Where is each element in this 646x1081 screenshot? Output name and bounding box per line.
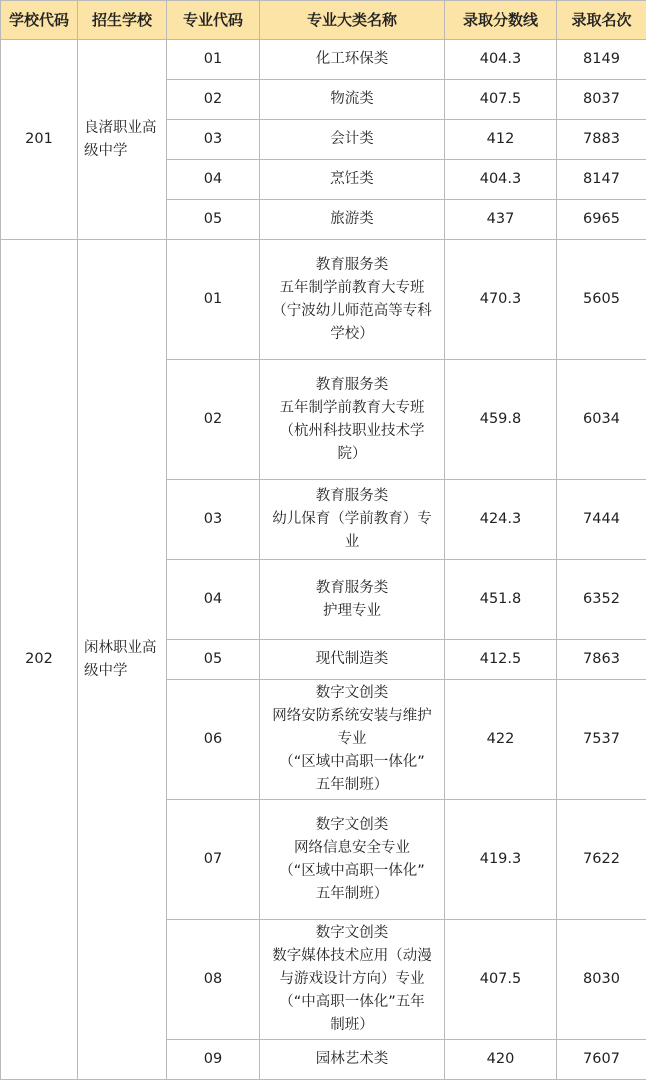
admission-score-cell: 412.5: [445, 640, 557, 680]
admission-rank-cell: 7607: [557, 1040, 646, 1080]
admission-rank-cell: 7537: [557, 680, 646, 800]
text-line: 会计类: [330, 131, 374, 147]
major-category-cell: [260, 120, 445, 160]
admission-rank-cell: 6965: [557, 200, 646, 240]
major-category-cell: [260, 1040, 445, 1080]
text-line: 网络安防系统安装与维护: [272, 708, 432, 724]
text-line: 良渚职业高: [84, 119, 157, 136]
text-line: 数字文创类: [315, 925, 389, 941]
major-code-cell: 08: [167, 920, 260, 1040]
admission-score-cell: 407.5: [445, 920, 557, 1040]
major-code-cell: 05: [167, 200, 260, 240]
major-category-cell: [260, 680, 445, 800]
admission-score-cell: 459.8: [445, 360, 557, 480]
text-line: 数字媒体技术应用（动漫: [272, 948, 432, 964]
major-code-cell: 01: [167, 240, 260, 360]
major-code-cell: 04: [167, 560, 260, 640]
text-line: 五年制学前教育大专班: [279, 399, 425, 416]
admission-score-cell: 470.3: [445, 240, 557, 360]
admission-rank-cell: 7622: [557, 800, 646, 920]
text-line: 教育服务类: [315, 256, 389, 273]
text-line: 数字文创类: [315, 685, 389, 701]
major-code-cell: 01: [167, 40, 260, 80]
admission-rank-cell: 5605: [557, 240, 646, 360]
admission-rank-cell: 7444: [557, 480, 646, 560]
table-row: [1, 40, 646, 80]
major-code-cell: 02: [167, 360, 260, 480]
header-major-code: 专业代码: [167, 1, 260, 40]
major-category-cell: [260, 800, 445, 920]
school-name-cell: [78, 240, 167, 1080]
major-category-cell: [260, 240, 445, 360]
admission-score-cell: 437: [445, 200, 557, 240]
admission-score-cell: 404.3: [445, 160, 557, 200]
major-category-cell: [260, 640, 445, 680]
admission-score-cell: 422: [445, 680, 557, 800]
text-line: 数字文创类: [315, 816, 389, 833]
major-category-cell: [260, 200, 445, 240]
text-line: 级中学: [84, 142, 128, 159]
text-line: 业: [344, 534, 360, 550]
major-code-cell: 07: [167, 800, 260, 920]
major-category-cell: [260, 560, 445, 640]
admission-rank-cell: 6352: [557, 560, 646, 640]
text-line: 院）: [337, 445, 367, 462]
text-line: 网络信息安全专业: [294, 839, 410, 856]
header-major-category: 专业大类名称: [260, 1, 445, 40]
major-code-cell: 04: [167, 160, 260, 200]
text-line: 制班）: [330, 1017, 374, 1033]
text-line: 级中学: [84, 662, 128, 679]
admission-rank-cell: 7863: [557, 640, 646, 680]
admission-rank-cell: 8149: [557, 40, 646, 80]
admission-rank-cell: 8037: [557, 80, 646, 120]
text-line: 护理专业: [323, 602, 381, 619]
major-code-cell: 02: [167, 80, 260, 120]
text-line: 现代制造类: [315, 651, 389, 667]
major-code-cell: 05: [167, 640, 260, 680]
header-school-name: 招生学校: [78, 1, 167, 40]
text-line: （“中高职一体化”五年: [279, 994, 425, 1010]
text-line: （“区域中高职一体化”: [279, 862, 425, 879]
major-category-cell: [260, 40, 445, 80]
table-body: [1, 40, 646, 1080]
text-line: 五年制学前教育大专班: [279, 279, 425, 296]
text-line: 教育服务类: [315, 579, 389, 596]
admission-rank-cell: 7883: [557, 120, 646, 160]
text-line: 物流类: [330, 91, 374, 107]
admission-score-cell: 419.3: [445, 800, 557, 920]
school-code-cell: 202: [1, 240, 78, 1080]
header-admission-rank: 录取名次: [557, 1, 646, 40]
text-line: 闲林职业高: [84, 639, 157, 656]
admission-rank-cell: 8030: [557, 920, 646, 1040]
major-category-cell: [260, 920, 445, 1040]
text-line: 专业: [337, 731, 367, 747]
text-line: 教育服务类: [315, 376, 389, 393]
major-code-cell: 03: [167, 120, 260, 160]
school-name-cell: [78, 40, 167, 240]
text-line: 教育服务类: [315, 488, 389, 504]
school-code-cell: 201: [1, 40, 78, 240]
header-admission-score: 录取分数线: [445, 1, 557, 40]
admission-score-cell: 404.3: [445, 40, 557, 80]
admission-rank-cell: 8147: [557, 160, 646, 200]
text-line: 五年制班）: [315, 777, 389, 793]
major-code-cell: 06: [167, 680, 260, 800]
text-line: 化工环保类: [315, 51, 389, 67]
admission-score-cell: 412: [445, 120, 557, 160]
admission-score-cell: 451.8: [445, 560, 557, 640]
text-line: （杭州科技职业技术学: [279, 422, 425, 439]
text-line: 五年制班）: [315, 885, 389, 902]
table-row: [1, 240, 646, 360]
text-line: 与游戏设计方向）专业: [279, 971, 425, 987]
text-line: 学校）: [330, 325, 374, 342]
major-category-cell: [260, 160, 445, 200]
text-line: （“区域中高职一体化”: [279, 754, 425, 770]
major-code-cell: 09: [167, 1040, 260, 1080]
text-line: 园林艺术类: [315, 1051, 389, 1067]
major-category-cell: [260, 80, 445, 120]
admission-score-cell: 420: [445, 1040, 557, 1080]
admission-rank-cell: 6034: [557, 360, 646, 480]
major-code-cell: 03: [167, 480, 260, 560]
admission-score-cell: 424.3: [445, 480, 557, 560]
text-line: 烹饪类: [330, 171, 374, 187]
admission-score-cell: 407.5: [445, 80, 557, 120]
major-category-cell: [260, 480, 445, 560]
header-school-code: 学校代码: [1, 1, 78, 40]
table-header-row: [1, 1, 646, 40]
text-line: （宁波幼儿师范高等专科: [272, 302, 432, 319]
major-category-cell: [260, 360, 445, 480]
text-line: 旅游类: [330, 211, 374, 227]
text-line: 幼儿保育（学前教育）专: [272, 511, 432, 527]
